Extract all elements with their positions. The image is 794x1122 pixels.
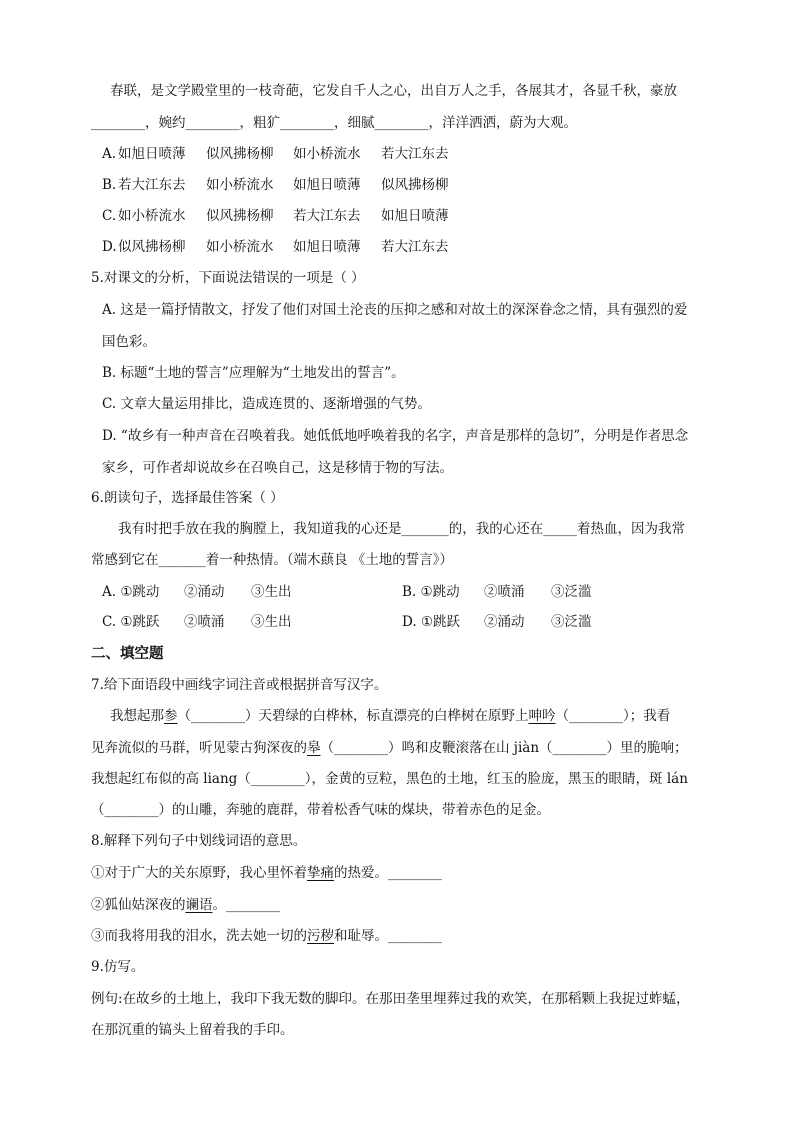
q5-option-a-line-2: 国色彩。 [102,334,156,350]
q8-item-1 [91,864,442,882]
underlined-word: 污秽 [307,928,334,944]
q5-option-a-line-1[interactable]: A. 这是一篇抒情散文，抒发了他们对国土沦丧的压抑之感和对故土的深深眷念之情，具有强烈的爱 [102,302,688,318]
option-item: 若大江东去 [381,146,449,162]
option-item: 如小桥流水 [118,208,186,224]
underlined-word: 挚痛 [307,865,334,881]
option-item: ②涌动 [484,614,525,630]
q6-stem: 6.朗读句子，选择最佳答案（ ） [91,490,284,506]
q7-line-3: 我想起红布似的高 liang（________），金黄的豆粒，黑色的土地，红玉的脸庞，黑玉的眼睛，斑 lán [91,771,688,787]
option-label: A. [102,146,117,162]
q7-line-2 [91,739,688,757]
option-label: B. [102,177,117,193]
q7-line-4: （________）的山雕，奔驰的鹿群，带着松香气味的煤块，带着赤色的足金。 [91,802,550,818]
underlined-word: 呻吟 [528,708,556,724]
option-item: 如旭日喷薄 [381,208,449,224]
option-item: ②喷涌 [184,614,225,630]
text-span: 我想起那 [110,708,164,724]
option-item: ③泛滥 [551,614,592,630]
q4-option-a[interactable] [102,145,449,163]
option-item: ③生出 [251,614,292,630]
text-span: 。________ [212,897,280,913]
option-item: 如旭日喷薄 [293,177,361,193]
option-item: 如小桥流水 [206,239,274,255]
option-item: 若大江东去 [381,239,449,255]
text-span: （________）天碧绿的白桦林，标直漂亮的白桦树在原野上 [177,708,529,724]
q8-item-3 [91,927,442,945]
option-item: D. ①跳跃 [402,614,461,630]
underlined-word: 皋 [307,740,321,756]
option-item: 若大江东去 [118,177,186,193]
q7-stem: 7.给下面语段中画线字词注音或根据拼音写汉字。 [91,677,388,693]
q5-option-d-line-2: 家乡，可作者却说故乡在召唤自己，这是移情于物的写法。 [102,460,453,476]
intro-line-1: 春联，是文学殿堂里的一枝奇葩，它发自千人之心，出自万人之手，各展其才，各显千秋，豪放 [110,83,677,99]
option-item: 似风拂杨柳 [118,239,186,255]
q8-stem: 8.解释下列句子中划线词语的意思。 [91,833,307,849]
text-span: （________）；我看 [555,708,671,724]
option-item: ②喷涌 [484,584,525,600]
option-item: 如旭日喷薄 [293,239,361,255]
option-item: 似风拂杨柳 [206,208,274,224]
option-label: D. [102,239,117,255]
option-item: 似风拂杨柳 [381,177,449,193]
text-span: ③而我将用我的泪水，洗去她一切的 [91,928,307,944]
q6-option-b[interactable] [402,583,592,601]
intro-line-2: ________，婉约________，粗犷________，细腻________，洋洋洒洒，蔚为大观。 [91,115,577,131]
underlined-word: 谰语 [185,897,213,913]
q4-option-b[interactable] [102,176,449,194]
q5-stem: 5.对课文的分析，下面说法错误的一项是（ ） [91,270,365,286]
option-item: C. ①跳跃 [102,614,160,630]
option-item: 似风拂杨柳 [206,146,274,162]
text-span: 的热爱。________ [334,865,442,881]
q6-option-a[interactable] [102,583,292,601]
q5-option-b[interactable]: B. 标题“土地的誓言”应理解为“土地发出的誓言”。 [102,365,405,381]
q8-item-2 [91,896,280,914]
text-span: ①对于广大的关东原野，我心里怀着 [91,865,307,881]
option-item: ③泛滥 [551,584,592,600]
option-item: 如小桥流水 [293,146,361,162]
q9-example-line-1: 例句:在故乡的土地上，我印下我无数的脚印。在那田垄里埋葬过我的欢笑，在那稻颗上我捉过蚱蜢， [91,991,690,1007]
q9-stem: 9.仿写。 [91,959,145,975]
q9-example-line-2: 在那沉重的镐头上留着我的手印。 [91,1022,294,1038]
section-heading-fill-in: 二、填空题 [91,646,164,662]
q7-line-1 [110,707,670,725]
q6-option-d[interactable] [402,613,592,631]
underlined-word: 参 [164,708,178,724]
q6-option-c[interactable] [102,613,292,631]
option-item: B. ①跳动 [402,584,460,600]
text-span: 见奔流似的马群，听见蒙古狗深夜的 [91,740,307,756]
q5-option-c[interactable]: C. 文章大量运用排比，造成连贯的、逐渐增强的气势。 [102,396,431,412]
text-span: ②狐仙姑深夜的 [91,897,186,913]
option-item: A. ①跳动 [102,584,160,600]
q5-option-d-line-1[interactable]: D. “故乡有一种声音在召唤着我。她低低地呼唤着我的名字，声音是那样的急切”，分明是作者思念 [102,428,689,444]
option-item: 如小桥流水 [206,177,274,193]
text-span: 和耻辱。________ [334,928,442,944]
option-label: C. [102,208,117,224]
option-item: ③生出 [251,584,292,600]
q6-passage-line-2: 常感到它在_______着一种热情。（端木蕻良 《土地的誓言》） [91,552,454,568]
q4-option-c[interactable] [102,207,449,225]
q4-option-d[interactable] [102,238,449,256]
text-span: （________）鸣和皮鞭滚落在山 jiàn（________）里的脆响； [320,740,688,756]
q6-passage-line-1: 我有时把手放在我的胸膛上，我知道我的心还是_______的，我的心还在_____着热血，因为我常 [118,521,685,537]
option-item: 如旭日喷薄 [118,146,186,162]
option-item: ②涌动 [184,584,225,600]
option-item: 若大江东去 [293,208,361,224]
